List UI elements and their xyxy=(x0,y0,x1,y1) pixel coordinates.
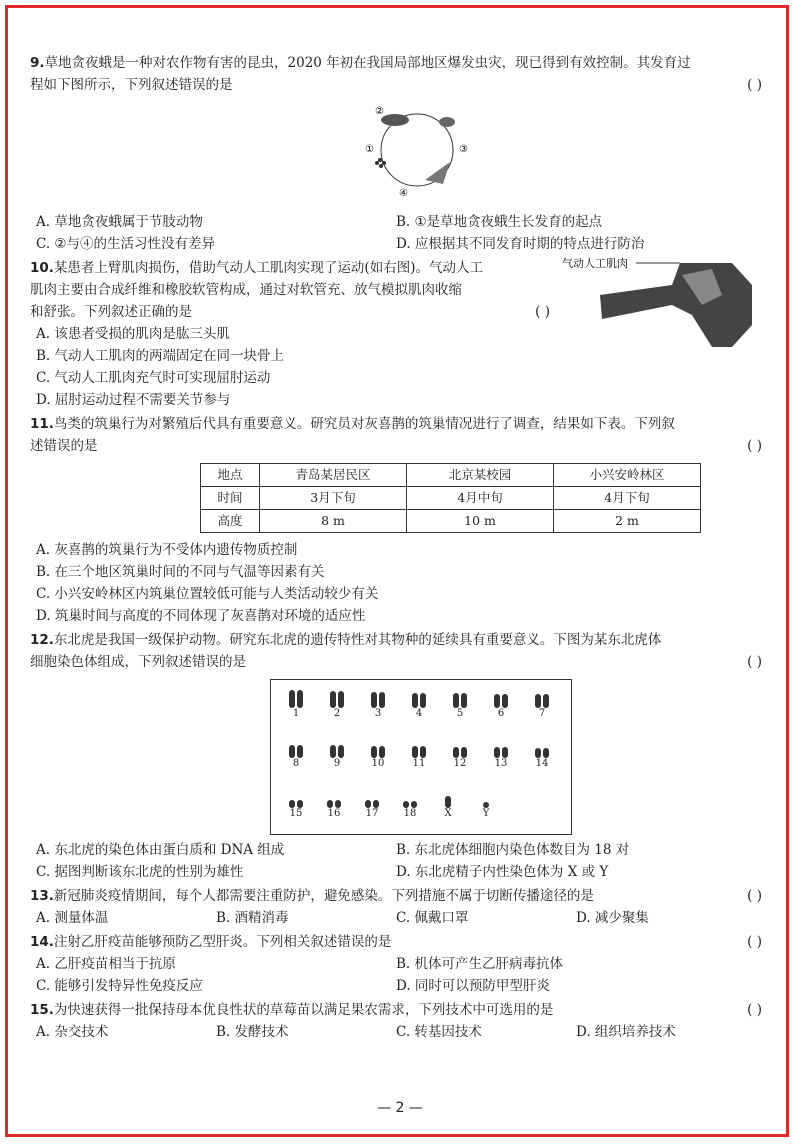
question-number: 15. xyxy=(30,1002,54,1018)
chromosome-label: 8 xyxy=(292,758,300,769)
options xyxy=(30,907,762,929)
chromosome-mark xyxy=(411,801,417,808)
chromosome-mark xyxy=(494,694,500,708)
question-text: 细胞染色体组成，下列叙述错误的是 xyxy=(30,654,246,670)
answer-paren: ( ) xyxy=(747,654,762,670)
figure-label: 气动人工肌肉 xyxy=(562,257,628,270)
chromosome-label: 12 xyxy=(453,758,467,769)
chromosome-label: 11 xyxy=(412,758,426,769)
question-12 xyxy=(30,629,762,883)
table-cell: 北京某校园 xyxy=(407,464,554,487)
chromosome-label: Y xyxy=(482,808,490,819)
stage-label: ③ xyxy=(459,144,468,155)
chromosome-label: 13 xyxy=(494,758,508,769)
option-d[interactable]: D. 东北虎精子内性染色体为 X 或 Y xyxy=(396,864,609,880)
table-row xyxy=(201,487,701,510)
chromosome-label: 7 xyxy=(538,708,546,719)
chromosome-mark xyxy=(502,694,508,708)
chromosome-mark xyxy=(461,693,467,708)
option-d[interactable]: D. 同时可以预防甲型肝炎 xyxy=(396,978,550,994)
option-c[interactable]: C. ②与④的生活习性没有差异 xyxy=(36,236,216,252)
chromosome-mark xyxy=(289,800,295,808)
option-a[interactable]: A. 灰喜鹊的筑巢行为不受体内遗传物质控制 xyxy=(36,542,298,558)
table-cell: 2 m xyxy=(554,510,701,533)
chromosome-mark xyxy=(412,693,418,708)
option-a[interactable]: A. 东北虎的染色体由蛋白质和 DNA 组成 xyxy=(36,842,285,858)
question-text: 程如下图所示，下列叙述错误的是 xyxy=(30,77,233,93)
chromosome-mark xyxy=(373,800,379,808)
chromosome-mark xyxy=(289,745,295,758)
question-text: 为快速获得一批保持母本优良性状的草莓苗以满足果农需求，下列技术中可选用的是 xyxy=(53,1002,554,1018)
option-d[interactable]: D. 应根据其不同发育时期的特点进行防治 xyxy=(396,236,645,252)
question-text: 和舒张。下列叙述正确的是 xyxy=(30,304,192,320)
chromosome-mark xyxy=(335,800,341,808)
chromosome-mark xyxy=(330,691,336,708)
chromosome-pair xyxy=(322,738,352,770)
question-15 xyxy=(30,999,762,1043)
answer-paren: ( ) xyxy=(747,438,762,454)
table-cell: 4月中旬 xyxy=(407,487,554,510)
stage-label: ② xyxy=(375,106,384,117)
question-10-text xyxy=(30,257,550,323)
chromosome-label: 2 xyxy=(333,708,341,719)
chromosome-mark xyxy=(289,690,295,708)
question-9-line2 xyxy=(30,74,762,96)
question-text: 新冠肺炎疫情期间，每个人都需要注重防护，避免感染。下列措施不属于切断传播途径的是 xyxy=(53,888,594,904)
chromosome-mark xyxy=(453,693,459,708)
chromosome-label: 3 xyxy=(374,708,382,719)
chromosome-mark xyxy=(420,693,426,708)
pupa-image xyxy=(439,117,455,127)
answer-paren: ( ) xyxy=(747,1002,762,1018)
stage-label: ① xyxy=(365,144,374,155)
option-b[interactable]: B. 机体可产生乙肝病毒抗体 xyxy=(396,956,564,972)
chromosome-pair xyxy=(363,738,393,770)
chromosome-mark xyxy=(330,745,336,758)
chromosome-pair xyxy=(395,788,425,820)
table-row xyxy=(201,510,701,533)
moth-life-cycle-diagram xyxy=(355,100,475,200)
question-10 xyxy=(30,257,762,411)
chromosome-label: 16 xyxy=(327,808,341,819)
option-c[interactable]: C. 小兴安岭林区内筑巢位置较低可能与人类活动较少有关 xyxy=(36,586,379,602)
options xyxy=(30,1021,762,1043)
chromosome-mark xyxy=(379,746,385,758)
chromosome-label: 9 xyxy=(333,758,341,769)
table-cell: 4月下旬 xyxy=(554,487,701,510)
chromosome-label: 14 xyxy=(535,758,549,769)
question-text: 草地贪夜蛾是一种对农作物有害的昆虫，2020 年初在我国局部地区爆发虫灾，现已得到有效控制。其发育过 xyxy=(44,55,691,71)
question-9-line1 xyxy=(30,52,762,74)
option-c[interactable]: C. 能够引发特异性免疫反应 xyxy=(36,978,203,994)
options xyxy=(30,839,762,883)
arm-diagram xyxy=(562,255,762,355)
option-b[interactable]: B. 东北虎体细胞内染色体数目为 18 对 xyxy=(396,842,630,858)
question-text: 肌肉主要由合成纤维和橡胶软管构成，通过对软管充、放气模拟肌肉收缩 xyxy=(30,282,462,298)
question-number: 12. xyxy=(30,632,54,648)
chromosome-label: X xyxy=(444,808,452,819)
chromosome-mark xyxy=(543,748,549,758)
chromosome-pair xyxy=(433,788,463,820)
chromosome-pair xyxy=(281,788,311,820)
chromosome-pair xyxy=(445,738,475,770)
nest-table xyxy=(200,463,701,533)
question-11 xyxy=(30,413,762,627)
question-text: 述错误的是 xyxy=(30,438,98,454)
question-text: 东北虎是我国一级保护动物。研究东北虎的遗传特性对其物种的延续具有重要意义。下图为某东北虎体 xyxy=(53,632,662,648)
question-text: 鸟类的筑巢行为对繁殖后代具有重要意义。研究员对灰喜鹊的筑巢情况进行了调查，结果如下表。下列叙 xyxy=(53,416,675,432)
table-cell: 青岛某居民区 xyxy=(260,464,407,487)
chromosome-mark xyxy=(297,690,303,708)
chromosome-pair xyxy=(363,688,393,720)
stage-label: ④ xyxy=(399,188,408,199)
chromosome-mark xyxy=(379,692,385,708)
chromosome-mark xyxy=(543,694,549,708)
question-number: 11. xyxy=(30,416,54,432)
table-cell: 时间 xyxy=(201,487,260,510)
chromosome-pair xyxy=(319,788,349,820)
option-b[interactable]: B. 发酵技术 xyxy=(216,1024,289,1040)
chromosome-pair xyxy=(527,688,557,720)
chromosome-mark xyxy=(403,801,409,808)
option-a[interactable]: A. 乙肝疫苗相当于抗原 xyxy=(36,956,176,972)
table-cell: 高度 xyxy=(201,510,260,533)
answer-paren: ( ) xyxy=(535,304,550,320)
option-d[interactable]: D. 减少聚集 xyxy=(576,910,649,926)
table-row xyxy=(201,464,701,487)
chromosome-mark xyxy=(420,746,426,758)
answer-paren: ( ) xyxy=(747,934,762,950)
chromosome-label: 15 xyxy=(289,808,303,819)
chromosome-mark xyxy=(297,800,303,808)
question-number: 10. xyxy=(30,260,54,276)
option-b[interactable]: B. 气动人工肌肉的两端固定在同一块骨上 xyxy=(36,348,285,364)
chromosome-mark xyxy=(502,747,508,758)
chromosome-mark xyxy=(338,745,344,758)
chromosome-mark xyxy=(453,747,459,758)
chromosome-pair xyxy=(404,688,434,720)
chromosome-mark xyxy=(494,747,500,758)
chromosome-mark xyxy=(371,692,377,708)
chromosome-label: 18 xyxy=(403,808,417,819)
option-c[interactable]: C. 佩戴口罩 xyxy=(396,910,469,926)
chromosome-label: 1 xyxy=(292,708,300,719)
option-b[interactable]: B. ①是草地贪夜蛾生长发育的起点 xyxy=(396,214,603,230)
question-number: 9. xyxy=(30,55,45,71)
question-number: 13. xyxy=(30,888,54,904)
chromosome-mark xyxy=(365,800,371,808)
chromosome-mark xyxy=(461,747,467,758)
chromosome-mark xyxy=(535,748,541,758)
option-d[interactable]: D. 组织培养技术 xyxy=(576,1024,676,1040)
chromosome-pair xyxy=(404,738,434,770)
chromosome-mark xyxy=(371,746,377,758)
chromosome-pair xyxy=(357,788,387,820)
chromosome-mark xyxy=(412,746,418,758)
answer-paren: ( ) xyxy=(747,77,762,93)
question-text: 某患者上臂肌肉损伤，借助气动人工肌肉实现了运动(如右图)。气动人工 xyxy=(53,260,483,276)
moth-image xyxy=(425,162,450,184)
arm-silhouette xyxy=(600,263,752,347)
options xyxy=(30,539,762,627)
chromosome-mark xyxy=(338,691,344,708)
chromosome-pair xyxy=(527,738,557,770)
answer-paren: ( ) xyxy=(747,888,762,904)
chromosome-mark xyxy=(535,694,541,708)
options xyxy=(30,953,762,997)
table-cell: 3月下旬 xyxy=(260,487,407,510)
question-13 xyxy=(30,885,762,929)
chromosome-pair xyxy=(486,738,516,770)
table-cell: 8 m xyxy=(260,510,407,533)
chromosome-pair xyxy=(281,688,311,720)
chromosome-pair xyxy=(471,788,501,820)
question-14 xyxy=(30,931,762,997)
question-9 xyxy=(30,52,762,255)
option-a[interactable]: A. 杂交技术 xyxy=(36,1024,109,1040)
karyotype-figure xyxy=(270,679,572,835)
option-c[interactable]: C. 转基因技术 xyxy=(396,1024,482,1040)
chromosome-pair xyxy=(486,688,516,720)
option-b[interactable]: B. 在三个地区筑巢时间的不同与气温等因素有关 xyxy=(36,564,325,580)
chromosome-mark xyxy=(327,800,333,808)
exam-page xyxy=(30,52,762,1045)
chromosome-pair xyxy=(322,688,352,720)
chromosome-label: 5 xyxy=(456,708,464,719)
chromosome-label: 4 xyxy=(415,708,423,719)
table-cell: 10 m xyxy=(407,510,554,533)
chromosome-pair xyxy=(445,688,475,720)
option-b[interactable]: B. 酒精消毒 xyxy=(216,910,289,926)
chromosome-mark xyxy=(297,745,303,758)
chromosome-pair xyxy=(281,738,311,770)
option-d[interactable]: D. 筑巢时间与高度的不同体现了灰喜鹊对环境的适应性 xyxy=(36,608,366,624)
larva-image xyxy=(381,114,409,126)
question-text: 注射乙肝疫苗能够预防乙型肝炎。下列相关叙述错误的是 xyxy=(53,934,392,950)
options xyxy=(30,211,762,255)
chromosome-mark xyxy=(445,796,451,808)
chromosome-label: 6 xyxy=(497,708,505,719)
question-number: 14. xyxy=(30,934,54,950)
option-d[interactable]: D. 屈肘运动过程不需要关节参与 xyxy=(36,392,231,408)
table-cell: 小兴安岭林区 xyxy=(554,464,701,487)
option-c[interactable]: C. 气动人工肌肉充气时可实现屈肘运动 xyxy=(36,370,271,386)
option-a[interactable]: A. 草地贪夜蛾属于节肢动物 xyxy=(36,214,203,230)
chromosome-label: 17 xyxy=(365,808,379,819)
table-cell: 地点 xyxy=(201,464,260,487)
option-a[interactable]: A. 测量体温 xyxy=(36,910,109,926)
option-c[interactable]: C. 据图判断该东北虎的性别为雄性 xyxy=(36,864,244,880)
option-a[interactable]: A. 该患者受损的肌肉是肱三头肌 xyxy=(36,326,230,342)
chromosome-label: 10 xyxy=(371,758,385,769)
page-number: — 2 — xyxy=(377,1100,423,1116)
